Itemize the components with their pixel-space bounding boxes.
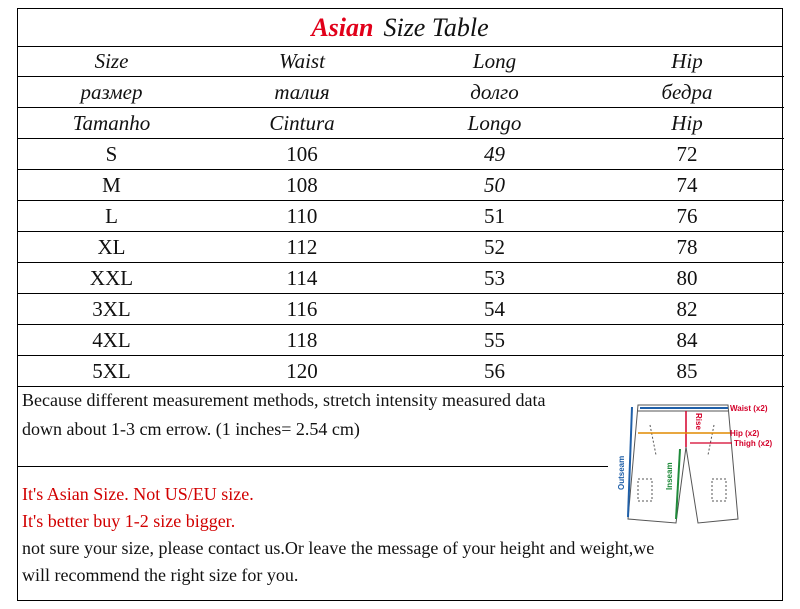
rise-label: Rise xyxy=(694,413,703,430)
waist-cell: 118 xyxy=(205,325,399,356)
outseam-label: Outseam xyxy=(617,455,626,490)
measurement-note xyxy=(22,386,622,444)
long-cell: 50 xyxy=(399,170,590,201)
table-row xyxy=(18,170,784,201)
buy-bigger-warning: It's better buy 1-2 size bigger. xyxy=(22,511,236,531)
long-cell: 52 xyxy=(399,232,590,263)
hip-cell: 80 xyxy=(590,263,784,294)
size-table xyxy=(18,46,784,387)
long-cell: 49 xyxy=(399,139,590,170)
contact-advice: not sure your size, please contact us.Or leave the message of your height and weight,we xyxy=(22,538,655,558)
header-cell: долго xyxy=(399,77,590,108)
waist-cell: 114 xyxy=(205,263,399,294)
hip-cell: 72 xyxy=(590,139,784,170)
hip-cell: 76 xyxy=(590,201,784,232)
inseam-label: Inseam xyxy=(665,462,674,490)
hip-cell: 74 xyxy=(590,170,784,201)
header-cell: бедра xyxy=(590,77,784,108)
size-cell: M xyxy=(18,170,205,201)
header-cell: Size xyxy=(18,46,205,77)
hip-cell: 85 xyxy=(590,356,784,387)
table-row xyxy=(18,201,784,232)
waist-cell: 112 xyxy=(205,232,399,263)
long-cell: 51 xyxy=(399,201,590,232)
title-accent: Asian xyxy=(311,12,374,42)
waist-cell: 106 xyxy=(205,139,399,170)
hip-label: Hip (x2) xyxy=(730,429,760,438)
table-row xyxy=(18,356,784,387)
size-cell: 5XL xyxy=(18,356,205,387)
size-cell: 4XL xyxy=(18,325,205,356)
size-cell: 3XL xyxy=(18,294,205,325)
table-row xyxy=(18,294,784,325)
header-cell: талия xyxy=(205,77,399,108)
waist-label: Waist (x2) xyxy=(730,404,768,413)
size-cell: XL xyxy=(18,232,205,263)
waist-cell: 116 xyxy=(205,294,399,325)
header-cell: Cintura xyxy=(205,108,399,139)
table-row xyxy=(18,139,784,170)
header-cell: Longo xyxy=(399,108,590,139)
header-cell: Long xyxy=(399,46,590,77)
header-cell: Waist xyxy=(205,46,399,77)
size-cell: XXL xyxy=(18,263,205,294)
divider xyxy=(18,466,608,467)
size-cell: L xyxy=(18,201,205,232)
waist-cell: 108 xyxy=(205,170,399,201)
table-row xyxy=(18,325,784,356)
thigh-label: Thigh (x2) xyxy=(734,439,773,448)
header-row-en xyxy=(18,46,784,77)
asian-size-warning: It's Asian Size. Not US/EU size. xyxy=(22,484,254,504)
header-cell: размер xyxy=(18,77,205,108)
hip-cell: 84 xyxy=(590,325,784,356)
hip-cell: 82 xyxy=(590,294,784,325)
table-row xyxy=(18,232,784,263)
table-row xyxy=(18,263,784,294)
note-line: Because different measurement methods, stretch intensity measured data xyxy=(22,390,546,410)
contact-advice-continued: will recommend the right size for you. xyxy=(22,565,299,585)
long-cell: 53 xyxy=(399,263,590,294)
header-row-ru xyxy=(18,77,784,108)
shorts-outline-icon xyxy=(628,405,738,523)
header-cell: Hip xyxy=(590,108,784,139)
header-cell: Tamanho xyxy=(18,108,205,139)
hip-cell: 78 xyxy=(590,232,784,263)
header-row-pt xyxy=(18,108,784,139)
long-cell: 54 xyxy=(399,294,590,325)
shorts-measurement-diagram xyxy=(610,385,782,533)
note-line: down about 1-3 cm errow. (1 inches= 2.54 cm) xyxy=(22,419,360,439)
title-rest: Size Table xyxy=(383,12,489,42)
size-cell: S xyxy=(18,139,205,170)
long-cell: 56 xyxy=(399,356,590,387)
header-cell: Hip xyxy=(590,46,784,77)
waist-cell: 120 xyxy=(205,356,399,387)
table-title xyxy=(18,9,782,47)
waist-cell: 110 xyxy=(205,201,399,232)
size-table-sheet xyxy=(17,8,783,601)
long-cell: 55 xyxy=(399,325,590,356)
